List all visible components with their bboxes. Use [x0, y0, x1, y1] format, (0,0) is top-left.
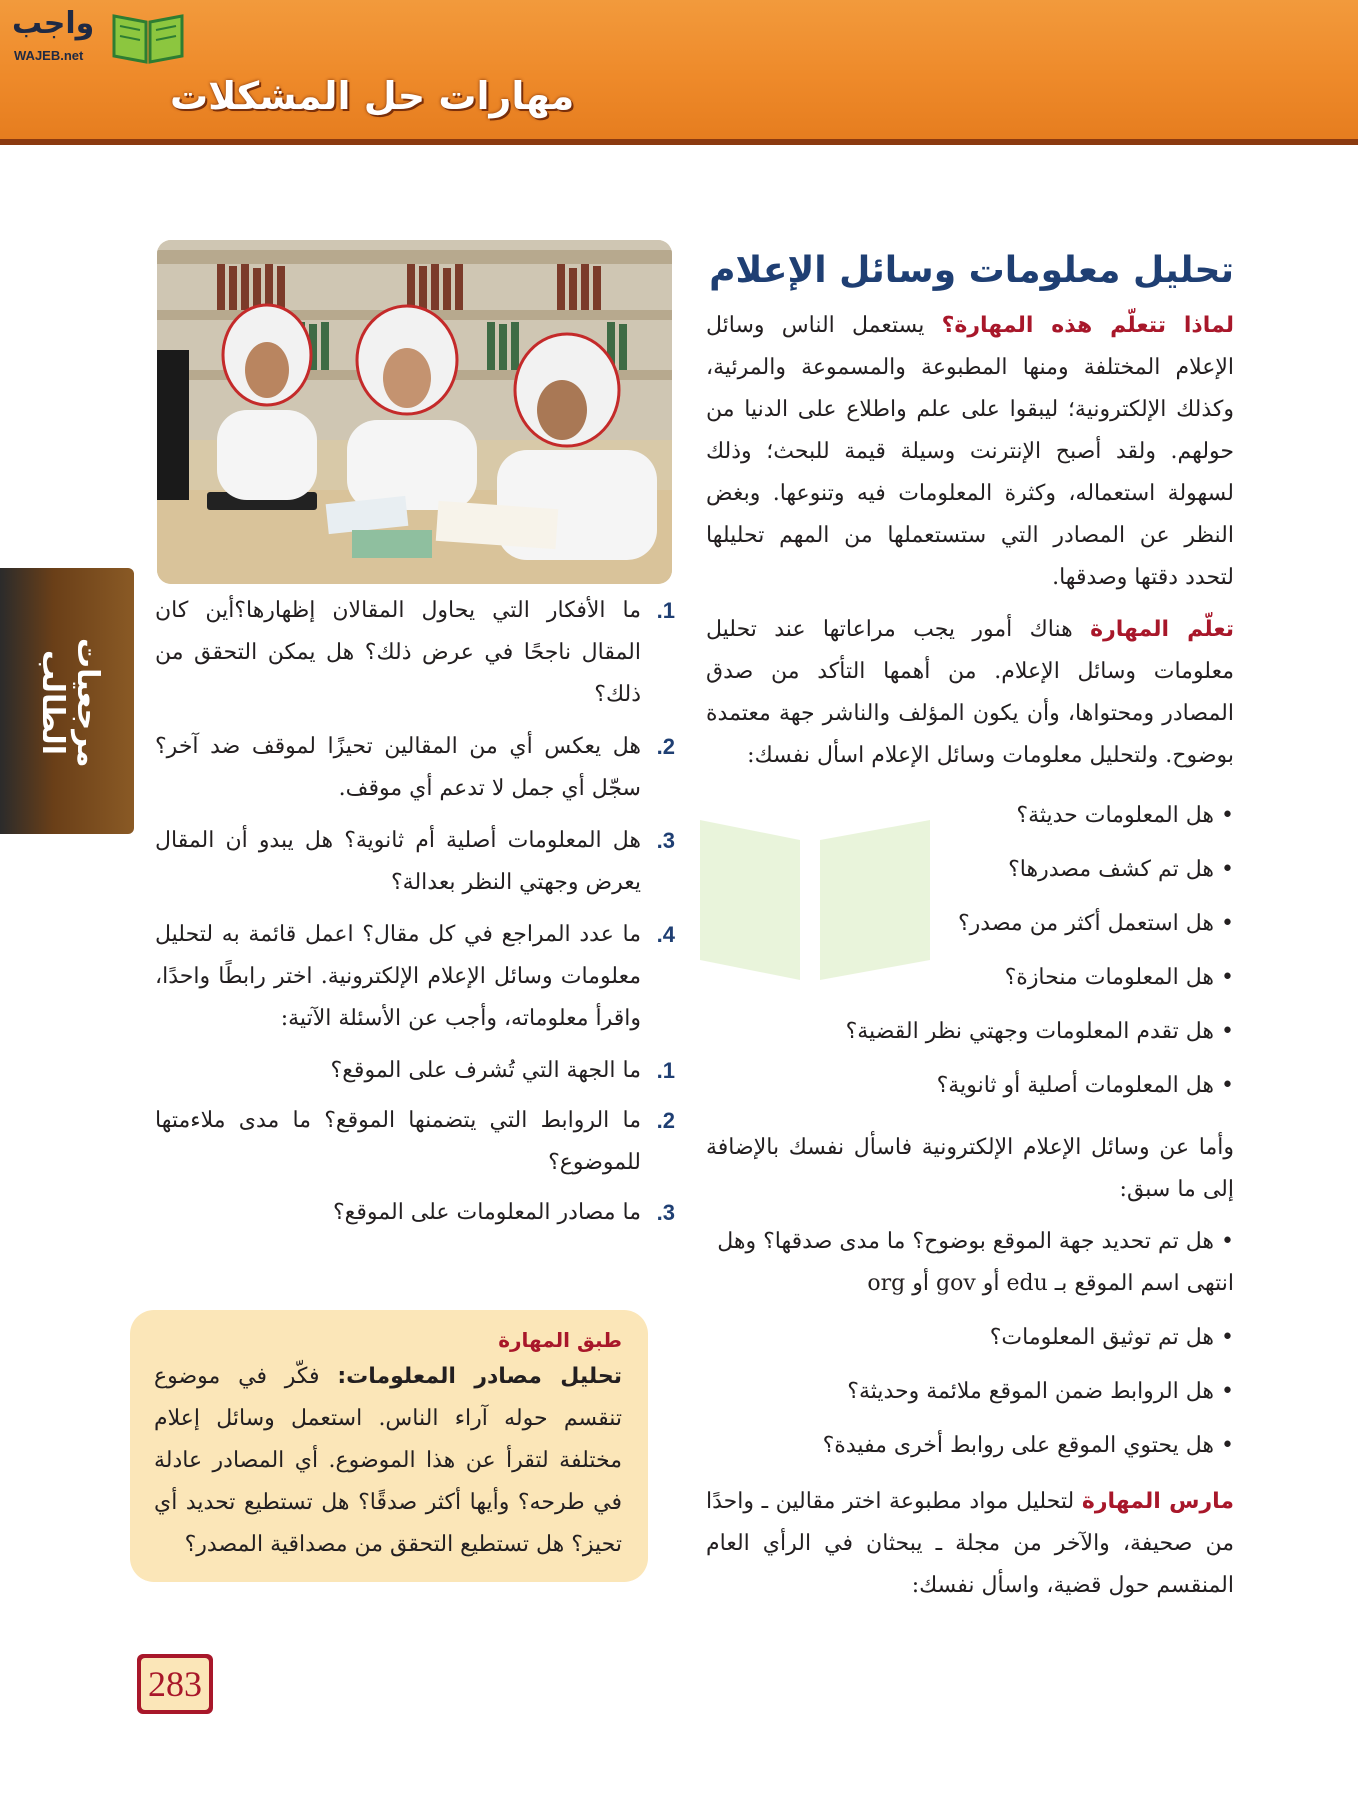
question-text: هل يعكس أي من المقالين تحيزًا لموقف ضد آخر؟ سجّل أي جمل لا تدعم أي موقف.: [155, 734, 641, 801]
chapter-title: مهارات حل المشكلات: [170, 74, 575, 118]
practice-text: لتحليل مواد مطبوعة اختر مقالين ـ واحدًا من صحيفة، والآخر من مجلة ـ يبحثان في الرأي العام المنقسم حول قضية، واسأل نفسك:: [706, 1489, 1234, 1598]
logo-text-arabic: واجب: [12, 6, 95, 41]
left-column: [155, 590, 675, 1242]
list-item: • هل المعلومات منحازة؟: [706, 951, 1234, 1005]
why-paragraph: [706, 305, 1234, 599]
list-item: • هل يحتوي الموقع على روابط أخرى مفيدة؟: [706, 1425, 1234, 1467]
students-photo: [157, 240, 672, 584]
question-number: 2.: [656, 734, 675, 759]
question-text: ما الأفكار التي يحاول المقالان إظهارها؟أين كان المقال ناجحًا في عرض ذلك؟ هل يمكن التحقق من ذلك؟: [155, 598, 641, 707]
side-tab-label: مرجعيات الطالب: [35, 638, 105, 768]
checklist-general: [706, 789, 1234, 1113]
page-number: 283: [141, 1658, 209, 1710]
page-number-badge: [137, 1654, 213, 1714]
question-item: [155, 914, 675, 1040]
question-item: [155, 726, 675, 810]
list-item: • هل استعمل أكثر من مصدر؟: [706, 897, 1234, 951]
wajeb-logo[interactable]: [8, 6, 188, 68]
why-lead: لماذا تتعلّم هذه المهارة؟: [941, 313, 1234, 338]
students-illustration: [157, 240, 672, 584]
subquestion-number: 3.: [656, 1200, 675, 1225]
apply-title: طبق المهارة: [498, 1328, 622, 1352]
logo-text-english: WAJEB.net: [14, 48, 84, 63]
why-text: يستعمل الناس وسائل الإعلام المختلفة ومنها المطبوعة والمسموعة والمرئية، وكذلك الإلكترونية؛ ليبقوا على علم واطلاع على الدنيا من حولهم. ولقد أصبح الإنترنت وسيلة قيمة للبحث؛ وذلك لسهولة استعماله، وكثرة المعلومات فيه وتنوعها. وبغض النظر عن المصادر التي ستستعملها من المهم تحليلها لتحدد دقتها وصدقها.: [706, 313, 1234, 590]
section-title: تحليل معلومات وسائل الإعلام: [709, 250, 1234, 291]
apply-paragraph: [154, 1356, 622, 1566]
question-number: 3.: [656, 828, 675, 853]
subquestion-text: ما الروابط التي يتضمنها الموقع؟ ما مدى ملاءمتها للموضوع؟: [155, 1108, 641, 1175]
book-icon: [108, 6, 188, 68]
page-header: [0, 0, 1358, 145]
list-item: • هل المعلومات أصلية أو ثانوية؟: [706, 1059, 1234, 1113]
learn-text: هناك أمور يجب مراعاتها عند تحليل معلومات وسائل الإعلام. من أهمها التأكد من صدق المصادر ومحتواها، وأن يكون المؤلف والناشر جهة معتمدة بوضوح. ولتحليل معلومات وسائل الإعلام اسأل نفسك:: [706, 617, 1234, 768]
subquestion-number: 1.: [656, 1058, 675, 1083]
apply-lead: تحليل مصادر المعلومات:: [337, 1364, 623, 1389]
checklist-electronic: [706, 1221, 1234, 1467]
list-item: • هل المعلومات حديثة؟: [706, 789, 1234, 843]
electronic-intro: وأما عن وسائل الإعلام الإلكترونية فاسأل نفسك بالإضافة إلى ما سبق:: [706, 1135, 1234, 1202]
subquestion-number: 2.: [656, 1108, 675, 1133]
learn-lead: تعلّم المهارة: [1090, 617, 1234, 642]
apply-text: فكّر في موضوع تنقسم حوله آراء الناس. استعمل وسائل إعلام مختلفة لتقرأ عن هذا الموضوع. أي المصادر عادلة في طرحه؟ وأيها أكثر صدقًا؟ هل تستطيع تحديد أي تحيز؟ هل تستطيع التحقق من مصداقية المصدر؟: [154, 1364, 622, 1557]
question-number: 4.: [656, 922, 675, 947]
question-item: [155, 820, 675, 904]
subquestion-text: ما الجهة التي تُشرف على الموقع؟: [330, 1058, 641, 1083]
list-item: • هل تم توثيق المعلومات؟: [706, 1317, 1234, 1359]
subquestion-text: ما مصادر المعلومات على الموقع؟: [333, 1200, 641, 1225]
subquestion-item: [155, 1100, 675, 1184]
list-item: • هل تم كشف مصدرها؟: [706, 843, 1234, 897]
right-column: [706, 250, 1234, 1607]
list-item: • هل تم تحديد جهة الموقع بوضوح؟ ما مدى صدقها؟ وهل انتهى اسم الموقع بـ edu أو gov أو org: [706, 1221, 1234, 1305]
question-item: [155, 590, 675, 716]
list-item: • هل تقدم المعلومات وجهتي نظر القضية؟: [706, 1005, 1234, 1059]
subquestion-item: [155, 1192, 675, 1234]
question-text: هل المعلومات أصلية أم ثانوية؟ هل يبدو أن المقال يعرض وجهتي النظر بعدالة؟: [155, 828, 641, 895]
question-number: 1.: [656, 598, 675, 623]
practice-lead: مارس المهارة: [1081, 1489, 1234, 1514]
subquestion-item: [155, 1050, 675, 1092]
list-item: • هل الروابط ضمن الموقع ملائمة وحديثة؟: [706, 1371, 1234, 1413]
apply-skill-box: [130, 1310, 648, 1582]
practice-paragraph: [706, 1481, 1234, 1607]
question-text: ما عدد المراجع في كل مقال؟ اعمل قائمة به لتحليل معلومات وسائل الإعلام الإلكترونية. اختر رابطًا واحدًا، واقرأ معلوماته، وأجب عن الأسئلة الآتية:: [155, 922, 641, 1031]
learn-paragraph: [706, 609, 1234, 777]
side-tab: [0, 568, 134, 834]
